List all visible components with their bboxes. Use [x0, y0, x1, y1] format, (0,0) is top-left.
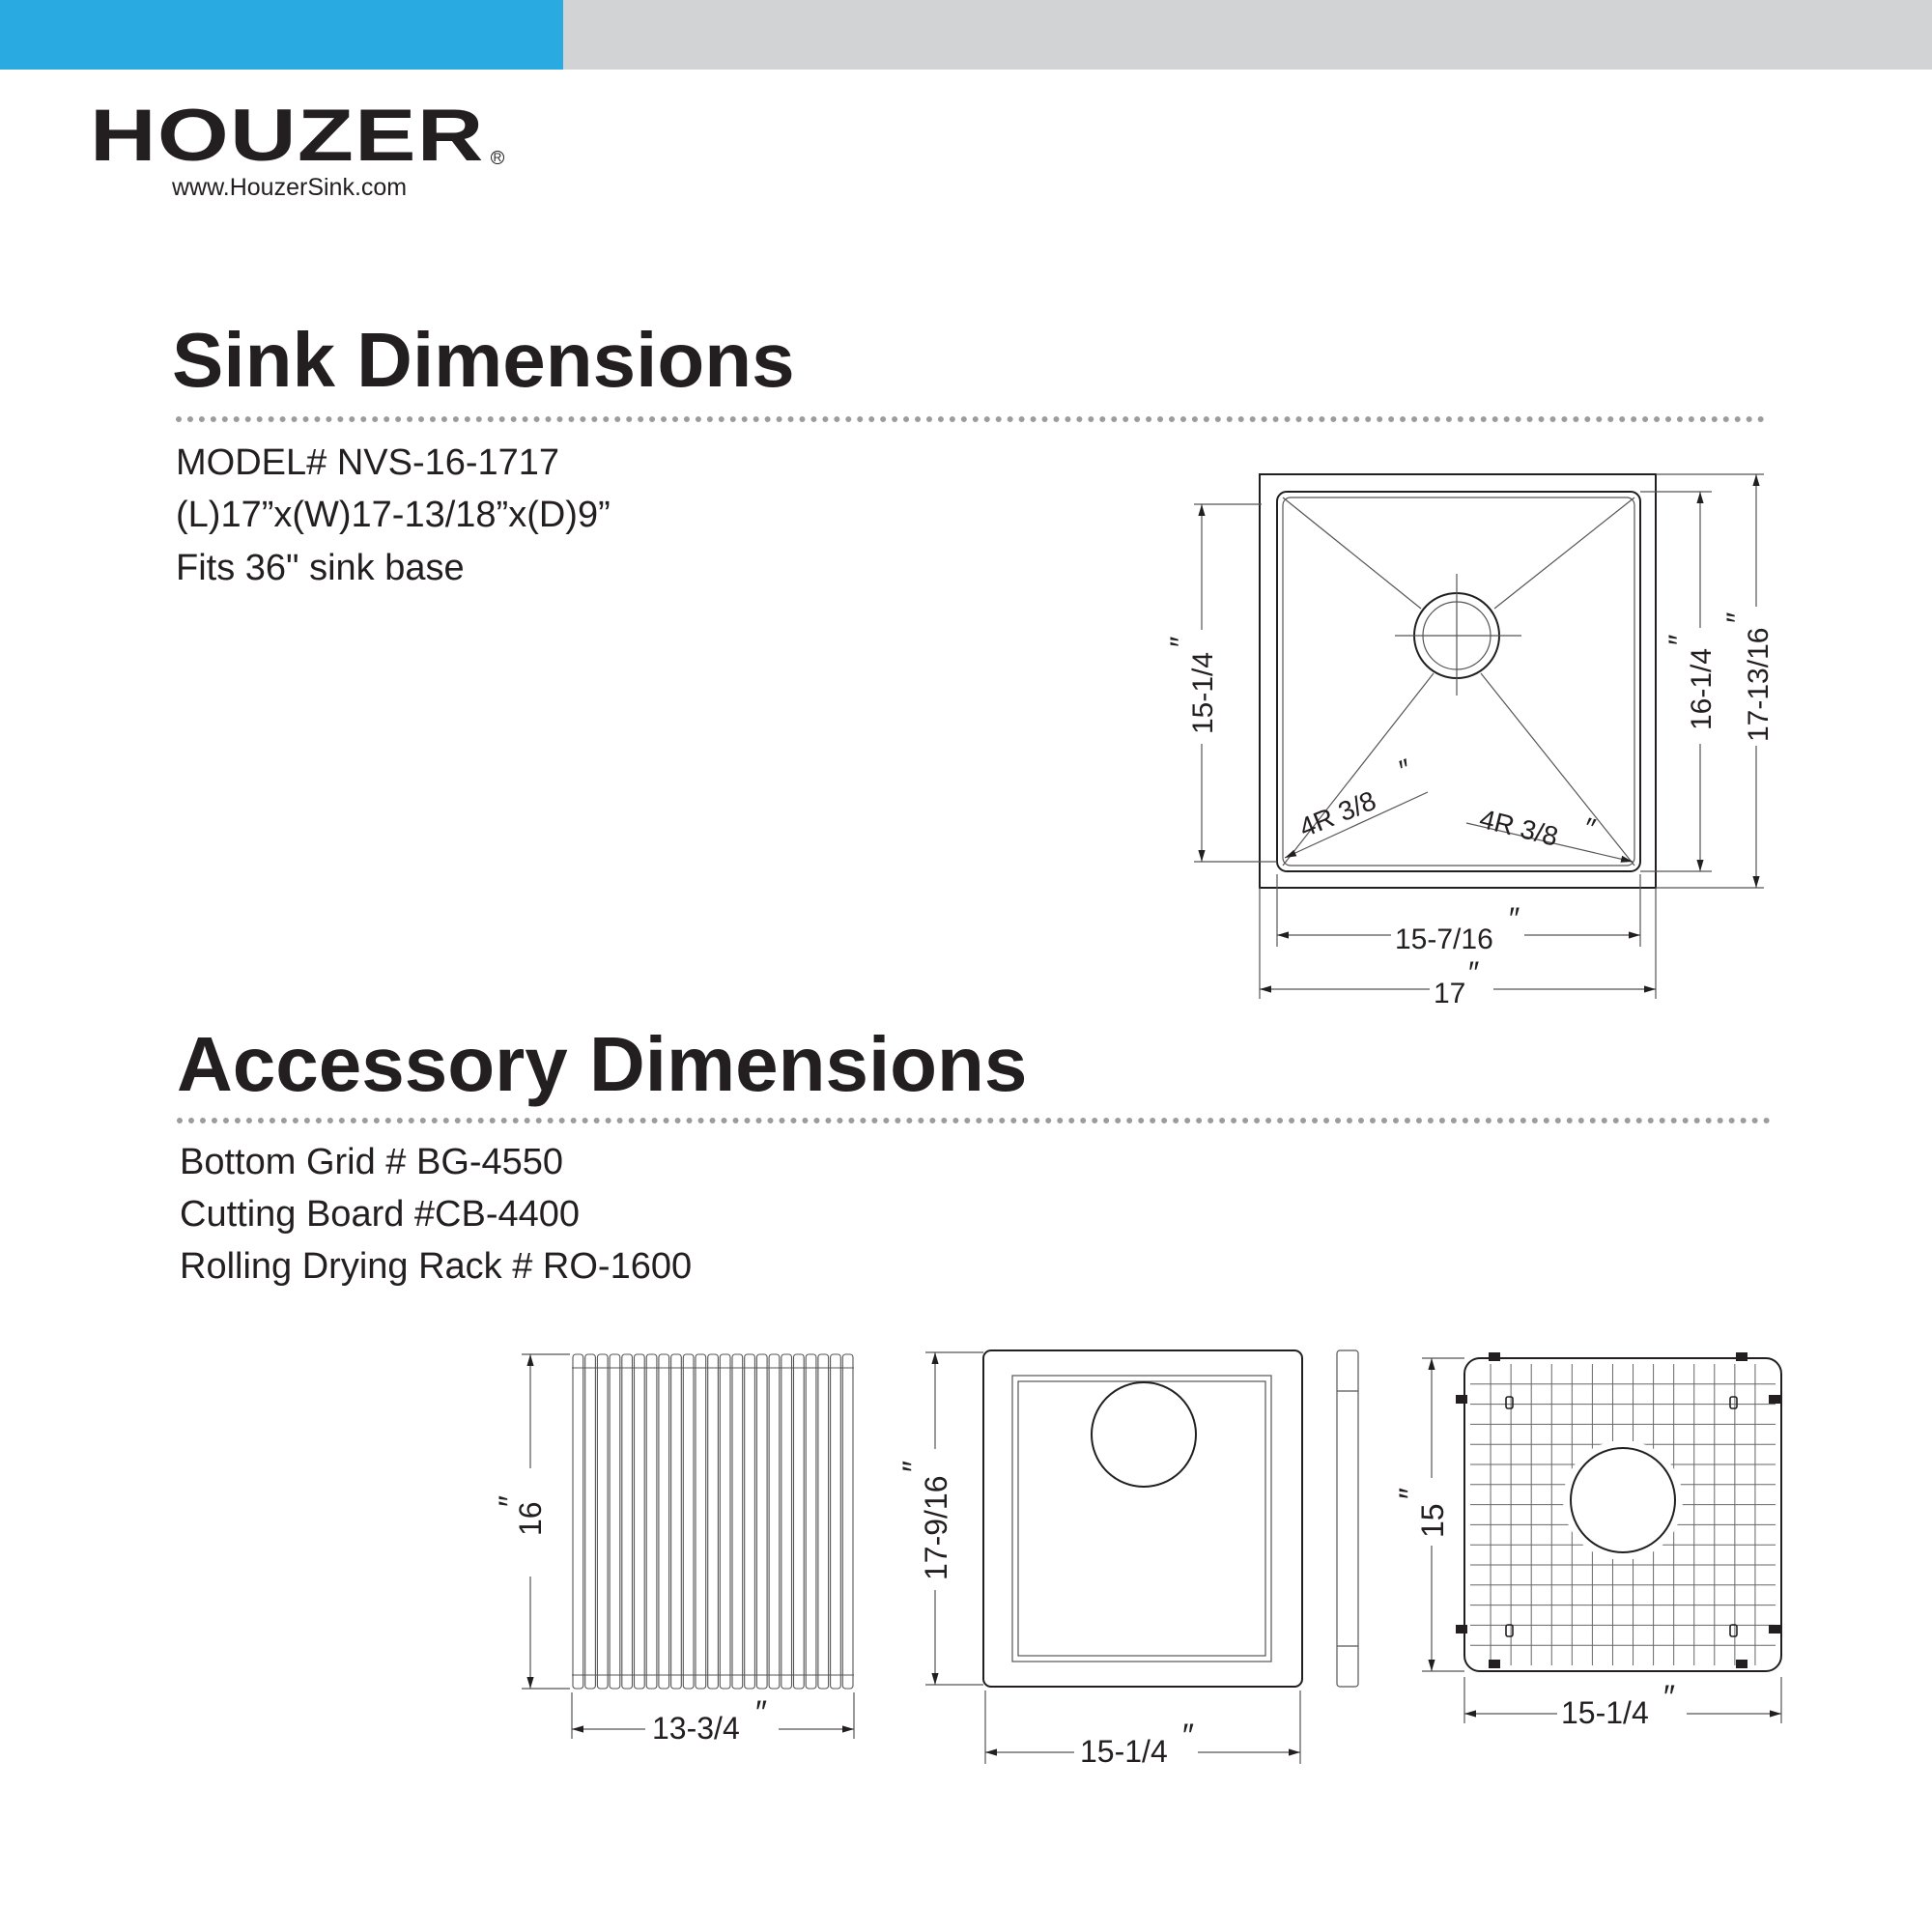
rack-rod — [573, 1354, 583, 1689]
inch-mark: ″ — [1662, 634, 1697, 645]
board-width-label: 15-1/4 — [1080, 1734, 1168, 1769]
inch-mark: ″ — [1720, 611, 1755, 623]
dim-inner-height-label: 16-1/4 — [1686, 647, 1718, 730]
rack-rod — [806, 1354, 816, 1689]
inch-mark: ″ — [896, 1460, 933, 1472]
dim-left-height-label: 15-1/4 — [1187, 651, 1219, 734]
rack-rod — [831, 1354, 841, 1689]
accessory-drying-rack: Rolling Drying Rack # RO-1600 — [180, 1246, 693, 1287]
cutting-board-outline — [983, 1350, 1302, 1687]
rack-rod — [842, 1354, 853, 1689]
rack-rod — [622, 1354, 633, 1689]
slope-line — [1494, 497, 1634, 609]
rack-rod — [818, 1354, 829, 1689]
rack-rod — [683, 1354, 694, 1689]
brand-url: www.HouzerSink.com — [172, 174, 408, 201]
bottom-grid-drawing — [1456, 1352, 1781, 1671]
grid-width-label: 15-1/4 — [1561, 1695, 1649, 1730]
accessory-bottom-grid: Bottom Grid # BG-4550 — [180, 1142, 564, 1182]
rack-rod — [794, 1354, 805, 1689]
inch-mark: ″ — [1509, 901, 1520, 936]
grid-foot — [1506, 1625, 1513, 1636]
inch-mark: ″ — [1468, 955, 1480, 990]
rack-rod — [781, 1354, 792, 1689]
radius-label-right: 4R 3/8 — [1476, 803, 1562, 852]
dim-inner-width-label: 15-7/16 — [1395, 923, 1493, 955]
sink-fits-base: Fits 36" sink base — [176, 548, 465, 588]
grid-bumper — [1769, 1395, 1780, 1404]
inch-mark: ″ — [1395, 753, 1417, 787]
rack-rod — [756, 1354, 767, 1689]
rack-rod — [659, 1354, 669, 1689]
drain-opening-mask — [1563, 1440, 1683, 1560]
sink-size: (L)17”x(W)17-13/18”x(D)9” — [176, 495, 611, 535]
rack-rod — [769, 1354, 780, 1689]
registered-mark: R — [491, 151, 504, 164]
grid-bumper — [1489, 1352, 1500, 1361]
inch-mark: ″ — [1580, 811, 1599, 846]
rack-rod — [585, 1354, 596, 1689]
rack-rod — [635, 1354, 645, 1689]
grid-bumper — [1736, 1660, 1747, 1668]
board-height-label: 17-9/16 — [919, 1475, 953, 1580]
grid-bumper — [1736, 1352, 1747, 1361]
grid-bumper — [1456, 1625, 1467, 1634]
rack-rod — [708, 1354, 719, 1689]
dim-outer-height-label: 17-13/16 — [1743, 627, 1775, 742]
slope-line — [1283, 497, 1421, 609]
rack-rod — [696, 1354, 706, 1689]
inch-mark: ″ — [493, 1494, 529, 1507]
grid-bumper — [1489, 1660, 1500, 1668]
accessory-cutting-board: Cutting Board #CB-4400 — [180, 1194, 581, 1235]
sink-model: MODEL# NVS-16-1717 — [176, 442, 560, 483]
grid-bumper — [1456, 1395, 1467, 1404]
cutting-board-recess — [1012, 1376, 1271, 1662]
inch-mark: ″ — [1164, 636, 1199, 647]
cutting-board-hole — [1092, 1382, 1196, 1487]
grid-foot — [1730, 1397, 1737, 1408]
cutting-board-side-view — [1337, 1350, 1358, 1687]
dim-outer-width-label: 17 — [1434, 978, 1466, 1009]
inch-mark: ″ — [755, 1694, 768, 1731]
grid-foot — [1730, 1625, 1737, 1636]
inch-mark: ″ — [1182, 1718, 1195, 1754]
grid-bumper — [1769, 1625, 1780, 1634]
accessory-dimensions-heading: Accessory Dimensions — [177, 1021, 1028, 1107]
grid-foot — [1506, 1397, 1513, 1408]
radius-label-left: 4R 3/8 — [1294, 784, 1380, 843]
cutting-board-drawing — [983, 1350, 1358, 1687]
rack-width-label: 13-3/4 — [652, 1711, 740, 1746]
rack-rod — [732, 1354, 743, 1689]
grid-height-label: 15 — [1415, 1503, 1450, 1538]
rack-height-label: 16 — [513, 1501, 548, 1536]
board-dims — [925, 1352, 1300, 1764]
brand-logo: HOUZER — [90, 95, 485, 177]
inch-mark: ″ — [1663, 1679, 1676, 1716]
rack-rod — [597, 1354, 608, 1689]
rack-rod — [646, 1354, 657, 1689]
rack-rod — [671, 1354, 682, 1689]
rack-rod — [610, 1354, 620, 1689]
inch-mark: ″ — [1393, 1487, 1430, 1499]
rack-rod — [745, 1354, 755, 1689]
drying-rack-drawing — [572, 1354, 854, 1689]
rack-rod — [720, 1354, 730, 1689]
sink-dimensions-heading: Sink Dimensions — [172, 317, 795, 403]
